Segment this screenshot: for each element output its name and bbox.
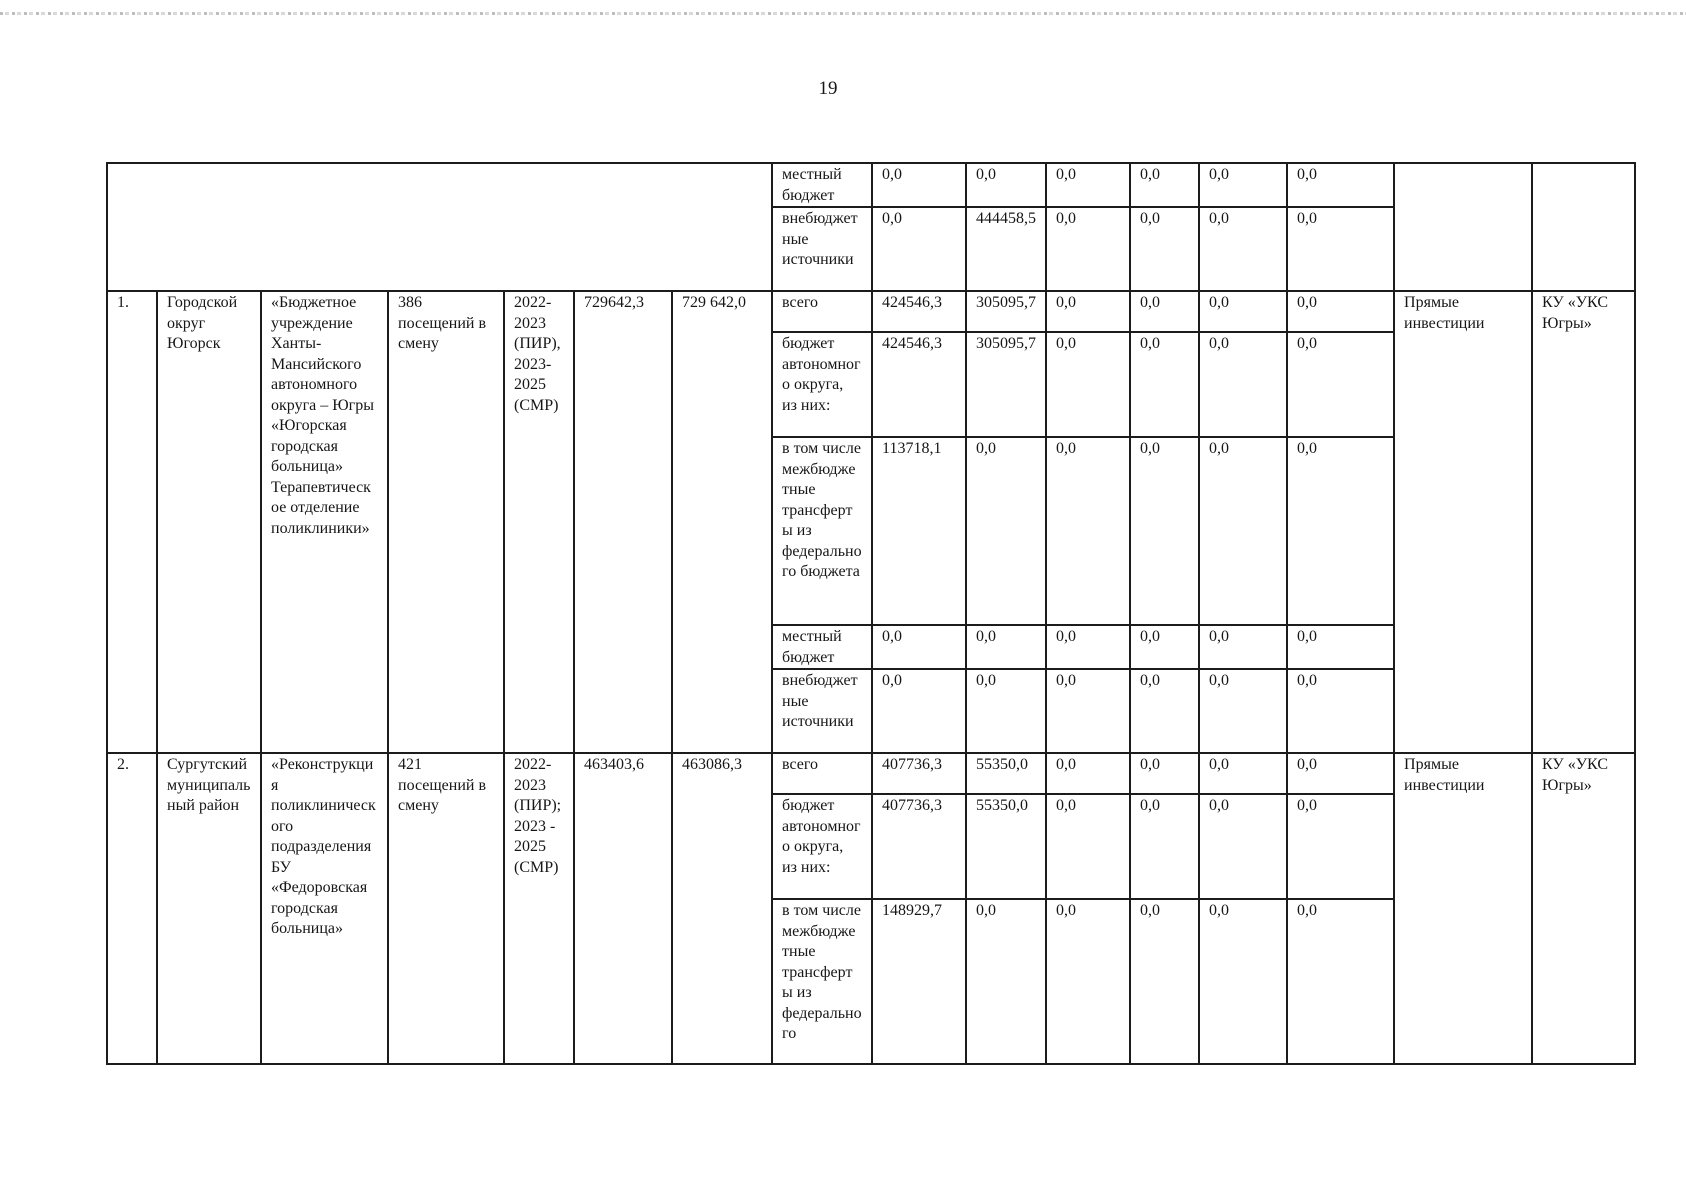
value-cell: 0,0 [1199, 794, 1287, 899]
value-cell: 0,0 [1046, 794, 1130, 899]
object-name-cell: «Реконструкция поликлинического подразделения БУ «Федоровская городская больница» [261, 753, 388, 1064]
value-cell: 305095,7 [966, 291, 1046, 332]
value-cell: 0,0 [1130, 437, 1199, 625]
funding-source: в том числе межбюджетные трансферты из федерального бюджета [772, 437, 872, 625]
value-cell: 0,0 [1287, 669, 1394, 753]
value-cell: 0,0 [1130, 625, 1199, 669]
value-cell: 0,0 [1287, 163, 1394, 207]
value-cell: 0,0 [872, 625, 966, 669]
capacity-cell: 421 посещений в смену [388, 753, 504, 1064]
value-cell: 0,0 [1287, 794, 1394, 899]
value-cell: 0,0 [1130, 899, 1199, 1064]
value-cell: 0,0 [1130, 669, 1199, 753]
table-row [107, 163, 1635, 207]
value-cell: 0,0 [966, 899, 1046, 1064]
territory-cell: Сургутский муниципальный район [157, 753, 261, 1064]
value-cell: 424546,3 [872, 332, 966, 437]
table-row [107, 753, 1635, 794]
capacity-cell: 386 посещений в смену [388, 291, 504, 753]
funding-source: всего [772, 291, 872, 332]
funding-source: внебюджетные источники [772, 207, 872, 291]
value-cell: 407736,3 [872, 794, 966, 899]
value-cell: 0,0 [1046, 291, 1130, 332]
value-cell: 0,0 [1130, 753, 1199, 794]
item-number: 2. [107, 753, 157, 1064]
remaining-cost-cell: 729 642,0 [672, 291, 772, 753]
item-number: 1. [107, 291, 157, 753]
value-cell: 0,0 [1130, 207, 1199, 291]
value-cell: 0,0 [1199, 437, 1287, 625]
value-cell: 0,0 [966, 163, 1046, 207]
value-cell: 0,0 [1199, 291, 1287, 332]
value-cell: 0,0 [1287, 437, 1394, 625]
value-cell: 407736,3 [872, 753, 966, 794]
value-cell: 444458,5 [966, 207, 1046, 291]
value-cell: 0,0 [872, 163, 966, 207]
value-cell: 0,0 [1287, 207, 1394, 291]
funding-source: бюджет автономного округа, из них: [772, 332, 872, 437]
value-cell: 0,0 [966, 625, 1046, 669]
value-cell: 0,0 [966, 669, 1046, 753]
customer-cell: КУ «УКС Югры» [1532, 291, 1635, 753]
funding-source: местный бюджет [772, 163, 872, 207]
value-cell: 0,0 [1046, 625, 1130, 669]
value-cell: 0,0 [966, 437, 1046, 625]
value-cell: 148929,7 [872, 899, 966, 1064]
value-cell: 0,0 [1199, 669, 1287, 753]
value-cell: 0,0 [1046, 163, 1130, 207]
value-cell: 0,0 [872, 669, 966, 753]
value-cell: 0,0 [1130, 163, 1199, 207]
customer-cell [1532, 163, 1635, 291]
funding-source: местный бюджет [772, 625, 872, 669]
value-cell: 55350,0 [966, 753, 1046, 794]
mechanism-cell [1394, 163, 1532, 291]
investment-table [106, 162, 1636, 1065]
value-cell: 0,0 [872, 207, 966, 291]
territory-cell: Городской округ Югорск [157, 291, 261, 753]
value-cell: 305095,7 [966, 332, 1046, 437]
mechanism-cell: Прямые инвестиции [1394, 291, 1532, 753]
value-cell: 0,0 [1287, 753, 1394, 794]
funding-source: внебюджетные источники [772, 669, 872, 753]
value-cell: 0,0 [1287, 625, 1394, 669]
scan-top-edge [0, 12, 1686, 15]
value-cell: 0,0 [1130, 291, 1199, 332]
value-cell: 0,0 [1199, 899, 1287, 1064]
value-cell: 0,0 [1130, 794, 1199, 899]
funding-source: всего [772, 753, 872, 794]
customer-cell: КУ «УКС Югры» [1532, 753, 1635, 1064]
value-cell: 0,0 [1046, 332, 1130, 437]
value-cell: 0,0 [1287, 291, 1394, 332]
value-cell: 0,0 [1199, 207, 1287, 291]
value-cell: 0,0 [1046, 437, 1130, 625]
funding-source: бюджет автономного округа, из них: [772, 794, 872, 899]
table-row [107, 291, 1635, 332]
total-cost-cell: 729642,3 [574, 291, 672, 753]
page-number: 19 [818, 78, 838, 99]
value-cell: 0,0 [1046, 753, 1130, 794]
value-cell: 0,0 [1046, 207, 1130, 291]
value-cell: 0,0 [1199, 332, 1287, 437]
funding-source: в том числе межбюджетные трансферты из федерального [772, 899, 872, 1064]
value-cell: 55350,0 [966, 794, 1046, 899]
object-name-cell: «Бюджетное учреждение Ханты-Мансийского автономного округа – Югры «Югорская городская больница» Терапевтическое отделение поликлиники» [261, 291, 388, 753]
value-cell: 0,0 [1287, 332, 1394, 437]
value-cell: 424546,3 [872, 291, 966, 332]
value-cell: 0,0 [1130, 332, 1199, 437]
mechanism-cell: Прямые инвестиции [1394, 753, 1532, 1064]
total-cost-cell: 463403,6 [574, 753, 672, 1064]
value-cell: 0,0 [1199, 163, 1287, 207]
value-cell: 0,0 [1046, 899, 1130, 1064]
continuation-blank-cell [107, 163, 772, 291]
period-cell: 2022-2023 (ПИР); 2023 - 2025 (СМР) [504, 753, 574, 1064]
period-cell: 2022-2023 (ПИР), 2023-2025 (СМР) [504, 291, 574, 753]
remaining-cost-cell: 463086,3 [672, 753, 772, 1064]
value-cell: 113718,1 [872, 437, 966, 625]
value-cell: 0,0 [1287, 899, 1394, 1064]
value-cell: 0,0 [1199, 753, 1287, 794]
value-cell: 0,0 [1199, 625, 1287, 669]
value-cell: 0,0 [1046, 669, 1130, 753]
